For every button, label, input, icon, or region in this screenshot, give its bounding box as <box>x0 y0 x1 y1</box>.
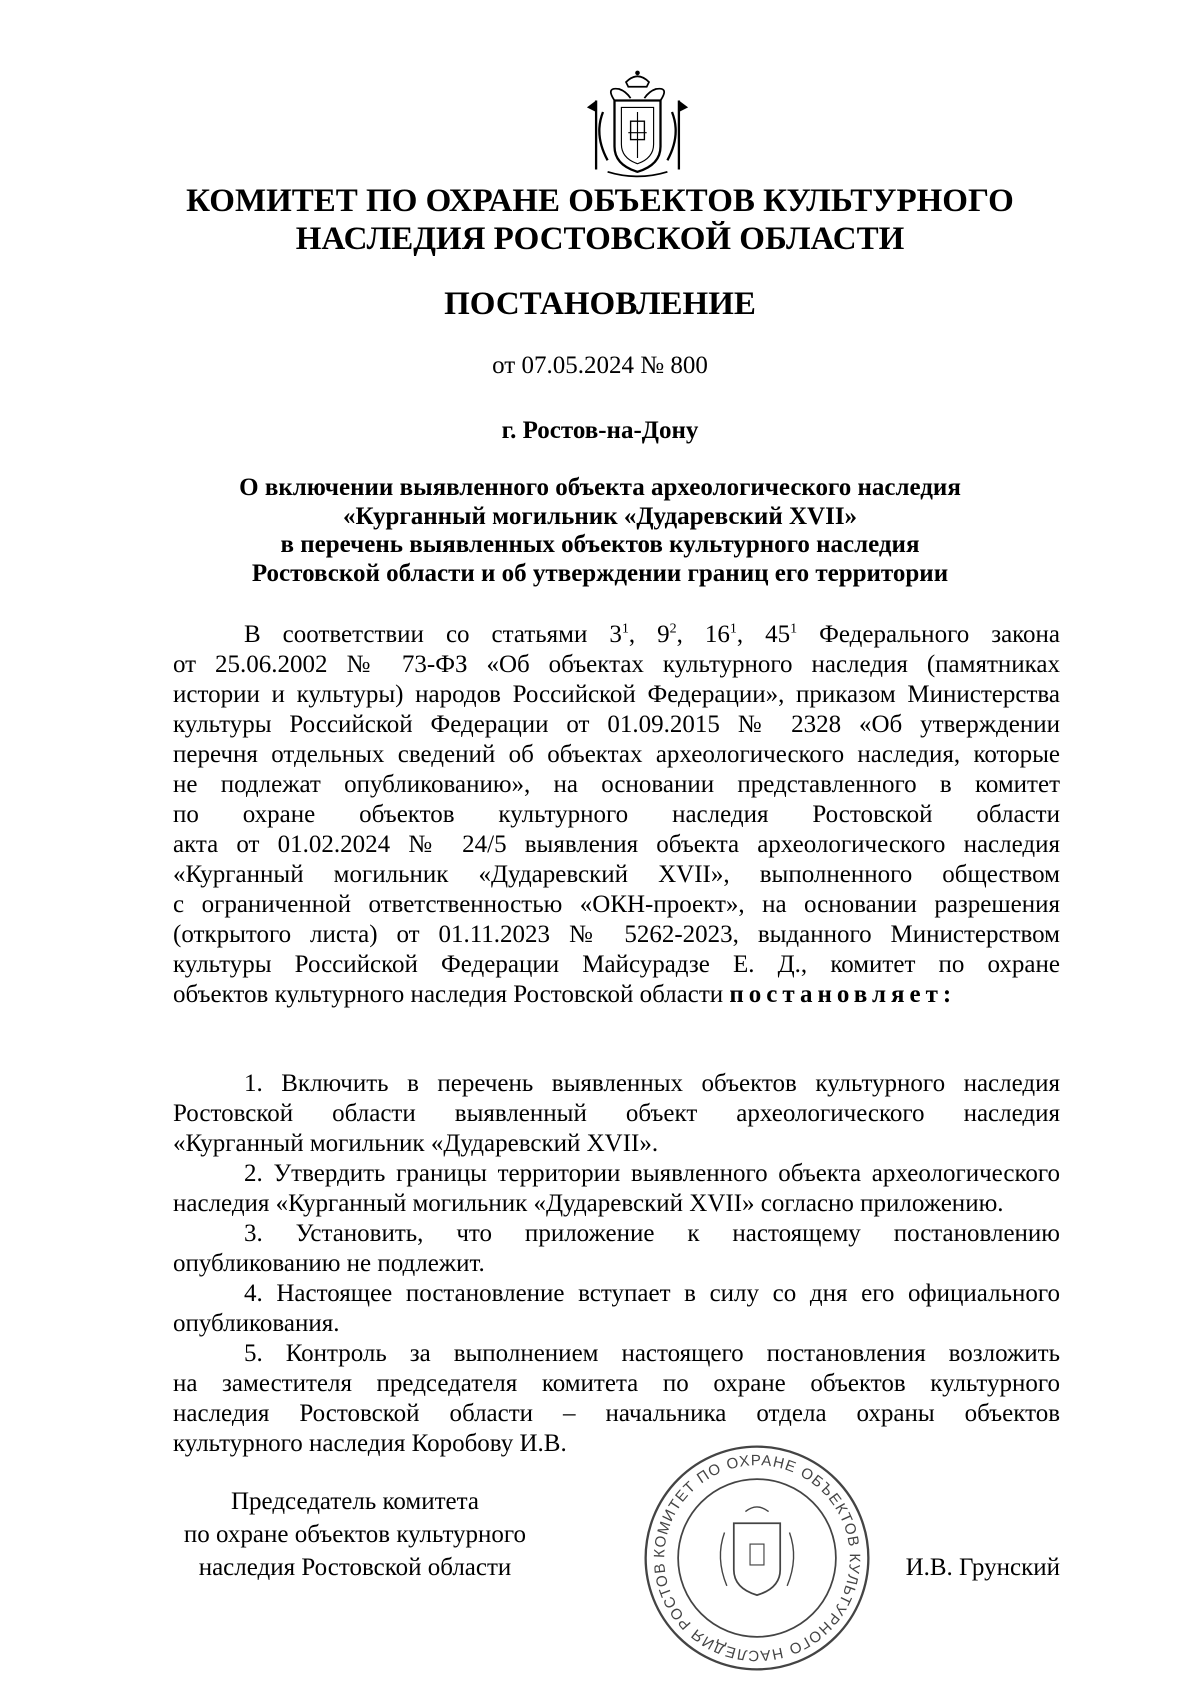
item-line: 3. Установить, что приложение к настоящему постановлению <box>244 1220 1060 1247</box>
preamble-line: по охране объектов культурного наследия Ростовской области <box>173 801 1060 828</box>
preamble-line: акта от 01.02.2024 № 24/5 выявления объекта археологического наследия <box>173 831 1060 858</box>
resolution-items <box>173 1069 1060 1459</box>
organization-name <box>160 182 1040 258</box>
resolution-item <box>173 1069 1060 1159</box>
resolution-item <box>173 1339 1060 1459</box>
role-line: наследия Ростовской области <box>198 1554 512 1581</box>
document-date-number: от 07.05.2024 № 800 <box>492 352 708 379</box>
official-stamp <box>641 1442 873 1674</box>
preamble-line: истории и культуры) народов Российской Федерации», приказом Министерства <box>173 681 1060 708</box>
item-line: 2. Утвердить границы территории выявленного объекта археологического <box>244 1160 1060 1187</box>
preamble-line: (открытого листа) от 01.11.2023 № 5262-2023, выданного Министерством <box>173 921 1060 948</box>
item-line: культурного наследия Коробову И.В. <box>173 1430 567 1457</box>
item-line: на заместителя председателя комитета по охране объектов культурного <box>173 1370 1060 1397</box>
item-line: «Курганный могильник «Дударевский XVII». <box>173 1130 659 1157</box>
org-line-2: НАСЛЕДИЯ РОСТОВСКОЙ ОБЛАСТИ <box>295 221 905 257</box>
coat-of-arms-emblem <box>580 66 695 181</box>
role-line: по охране объектов культурного <box>183 1521 527 1548</box>
svg-text:КОМИТЕТ ПО ОХРАНЕ ОБЪЕКТОВ КУЛ <box>641 1442 863 1664</box>
item-line: Ростовской области выявленный объект археологического наследия <box>173 1100 1060 1127</box>
item-line: 4. Настоящее постановление вступает в силу со дня его официального <box>244 1280 1060 1307</box>
signatory-role <box>145 1485 565 1584</box>
preamble-line: «Курганный могильник «Дударевский XVII», выполненного обществом <box>173 861 1060 888</box>
item-line: наследия Ростовской области – начальника отдела охраны объектов <box>173 1400 1060 1427</box>
document-type: ПОСТАНОВЛЕНИЕ <box>444 286 756 322</box>
title-line: «Курганный могильник «Дударевский XVII» <box>342 502 858 530</box>
title-line: О включении выявленного объекта археологического наследия <box>239 474 961 501</box>
resolution-item <box>173 1159 1060 1219</box>
preamble-line: не подлежат опубликованию», на основании представленного в комитет <box>173 771 1060 798</box>
title-line: Ростовской области и об утверждении границ его территории <box>251 559 949 587</box>
preamble-line: с ограниченной ответственностью «ОКН-проект», на основании разрешения <box>173 891 1060 918</box>
org-line-1: КОМИТЕТ ПО ОХРАНЕ ОБЪЕКТОВ КУЛЬТУРНОГО <box>186 183 1014 219</box>
resolution-item <box>173 1219 1060 1279</box>
decision-word: постановляет: <box>729 981 957 1008</box>
item-line: 1. Включить в перечень выявленных объектов культурного наследия <box>244 1070 1060 1097</box>
title-line: в перечень выявленных объектов культурного наследия <box>280 531 920 558</box>
stamp-text: КОМИТЕТ ПО ОХРАНЕ ОБЪЕКТОВ КУЛЬТУРНОГО НАСЛЕДИЯ РОСТОВ <box>651 1452 863 1664</box>
item-line: опубликованию не подлежит. <box>173 1250 485 1277</box>
preamble-line: от 25.06.2002 № 73-ФЗ «Об объектах культурного наследия (памятниках <box>173 651 1060 678</box>
preamble-paragraph <box>173 620 1060 1010</box>
role-line: Председатель комитета <box>231 1488 479 1515</box>
item-line: наследия «Курганный могильник «Дударевский XVII» согласно приложению. <box>173 1190 1004 1217</box>
item-line: опубликования. <box>173 1310 340 1337</box>
item-line: 5. Контроль за выполнением настоящего постановления возложить <box>244 1340 1060 1367</box>
preamble-line: культуры Российской Федерации Майсурадзе Е. Д., комитет по охране <box>173 951 1060 978</box>
preamble-line: В соответствии со статьями $3^1$, $9^2$, $16^1$, $45^1$ Федерального закона <box>244 621 1061 648</box>
signatory-name: И.В. Грунский <box>905 1554 1060 1581</box>
preamble-line: объектов культурного наследия Ростовской области постановляет: <box>173 981 957 1008</box>
document-title <box>160 474 1040 588</box>
preamble-line: перечня отдельных сведений об объектах археологического наследия, которые <box>173 741 1060 768</box>
document-city: г. Ростов-на-Дону <box>501 417 699 444</box>
resolution-item <box>173 1279 1060 1339</box>
preamble-line: культуры Российской Федерации от 01.09.2015 № 2328 «Об утверждении <box>173 711 1060 738</box>
